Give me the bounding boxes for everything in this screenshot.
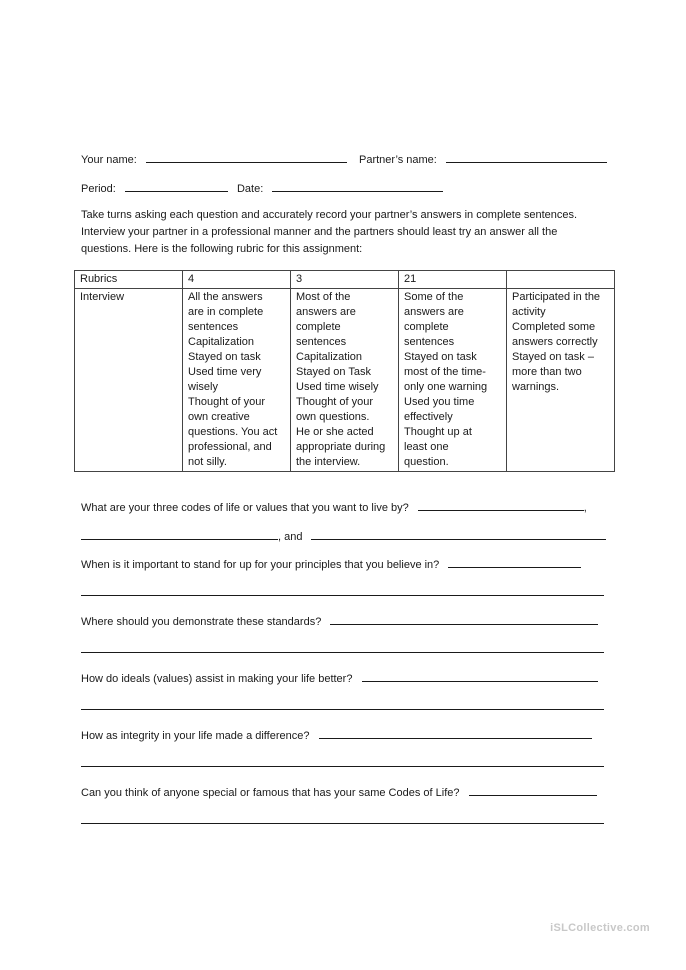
rubric-line: only one warning bbox=[404, 381, 488, 393]
question-5 bbox=[81, 727, 592, 742]
date-blank[interactable] bbox=[272, 180, 443, 192]
rubric-line: own creative bbox=[188, 411, 250, 423]
watermark: iSLCollective.com bbox=[550, 922, 650, 934]
rubric-line: answers correctly bbox=[512, 336, 598, 348]
question-2 bbox=[81, 556, 581, 571]
rubric-line: Stayed on task bbox=[404, 351, 477, 363]
answer-4-blank[interactable] bbox=[362, 670, 598, 682]
rubric-line: Participated in the bbox=[512, 291, 601, 303]
question-3 bbox=[81, 613, 598, 628]
question-4-text: How do ideals (values) assist in making your life better? bbox=[81, 673, 353, 685]
rubric-line: He or she acted bbox=[296, 426, 374, 438]
rubric-line: Stayed on Task bbox=[296, 366, 372, 378]
rubric-header-row bbox=[75, 271, 615, 289]
question-5-text: How as integrity in your life made a difference? bbox=[81, 730, 310, 742]
question-6-text: Can you think of anyone special or famous that has your same Codes of Life? bbox=[81, 787, 460, 799]
instructions-line-1: Take turns asking each question and accurately record your partner’s answers in complete sentences. bbox=[81, 209, 578, 221]
rubric-line: Used time wisely bbox=[296, 381, 379, 393]
rubric-header-cell: 21 bbox=[399, 271, 507, 289]
rubric-line: questions. You act bbox=[188, 426, 278, 438]
answer-3-line[interactable] bbox=[81, 652, 604, 653]
your-name-blank[interactable] bbox=[146, 151, 347, 163]
question-1-text: What are your three codes of life or values that you want to live by? bbox=[81, 502, 409, 514]
question-3-text: Where should you demonstrate these standards? bbox=[81, 616, 322, 628]
answer-2-line[interactable] bbox=[81, 595, 604, 596]
partner-name-label: Partner’s name: bbox=[358, 154, 437, 166]
rubric-line: wisely bbox=[188, 381, 218, 393]
rubric-line: Thought up at bbox=[404, 426, 472, 438]
rubric-line: activity bbox=[512, 306, 546, 318]
instructions-line-2: Interview your partner in a professional manner and the partners should least try an answer all the bbox=[81, 226, 558, 238]
answer-5-line[interactable] bbox=[81, 766, 604, 767]
rubric-line: the interview. bbox=[296, 456, 361, 468]
rubric-header-cell: Rubrics bbox=[75, 271, 183, 289]
rubric-line: sentences bbox=[188, 321, 239, 333]
rubric-line: Used you time bbox=[404, 396, 475, 408]
rubric-cell-last bbox=[507, 289, 615, 472]
answer-6-blank[interactable] bbox=[469, 784, 597, 796]
rubric-line: answers are bbox=[404, 306, 464, 318]
answer-1a-blank[interactable] bbox=[418, 499, 584, 511]
question-1 bbox=[81, 499, 587, 514]
your-name-label: Your name: bbox=[81, 154, 137, 166]
instructions-line-3: questions. Here is the following rubric for this assignment: bbox=[81, 243, 363, 255]
rubric-line: sentences bbox=[404, 336, 455, 348]
rubric-line: All the answers bbox=[188, 291, 263, 303]
rubric-line: most of the time- bbox=[404, 366, 486, 378]
rubric-header-cell: 4 bbox=[183, 271, 291, 289]
rubric-line: Thought of your bbox=[188, 396, 266, 408]
rubric-line: Most of the bbox=[296, 291, 351, 303]
rubric-line: Completed some bbox=[512, 321, 596, 333]
rubric-line: Thought of your bbox=[296, 396, 374, 408]
rubric-line: sentences bbox=[296, 336, 347, 348]
rubric-line: answers are bbox=[296, 306, 356, 318]
rubric-line: appropriate during bbox=[296, 441, 386, 453]
rubric-line: are in complete bbox=[188, 306, 264, 318]
name-row bbox=[81, 151, 607, 166]
answer-4-line[interactable] bbox=[81, 709, 604, 710]
period-row bbox=[81, 180, 443, 195]
question-2-text: When is it important to stand for up for your principles that you believe in? bbox=[81, 559, 440, 571]
answer-6-line[interactable] bbox=[81, 823, 604, 824]
rubric-line: professional, and bbox=[188, 441, 272, 453]
instructions-paragraph bbox=[81, 207, 611, 258]
answer-5-blank[interactable] bbox=[319, 727, 592, 739]
rubric-line: effectively bbox=[404, 411, 453, 423]
rubric-cell-4 bbox=[183, 289, 291, 472]
rubric-line: Capitalization bbox=[188, 336, 255, 348]
partner-name-blank[interactable] bbox=[446, 151, 607, 163]
rubric-line: more than two bbox=[512, 366, 582, 378]
rubric-line: Stayed on task – bbox=[512, 351, 594, 363]
question-6 bbox=[81, 784, 597, 799]
rubric-line: own questions. bbox=[296, 411, 370, 423]
rubric-header-cell bbox=[507, 271, 615, 289]
question-1-continued bbox=[81, 528, 606, 543]
question-4 bbox=[81, 670, 598, 685]
rubric-cell-3 bbox=[291, 289, 399, 472]
rubric-line: Stayed on task bbox=[188, 351, 261, 363]
rubric-line: Capitalization bbox=[296, 351, 363, 363]
answer-1c-blank[interactable] bbox=[311, 528, 606, 540]
question-1-comma: , bbox=[583, 502, 587, 514]
rubric-line: Some of the bbox=[404, 291, 464, 303]
rubric-interview-row bbox=[75, 289, 615, 472]
question-1-and: , and bbox=[278, 531, 303, 543]
answer-1b-blank[interactable] bbox=[81, 528, 278, 540]
period-label: Period: bbox=[81, 183, 116, 195]
rubric-line: least one bbox=[404, 441, 449, 453]
rubric-line: complete bbox=[296, 321, 341, 333]
answer-2-blank[interactable] bbox=[448, 556, 581, 568]
rubric-cell-21 bbox=[399, 289, 507, 472]
rubric-header-cell: 3 bbox=[291, 271, 399, 289]
rubric-line: Used time very bbox=[188, 366, 262, 378]
rubric-row-label: Interview bbox=[75, 289, 183, 472]
rubric-table bbox=[74, 270, 615, 472]
rubric-line: not silly. bbox=[188, 456, 227, 468]
rubric-line: complete bbox=[404, 321, 449, 333]
rubric-line: warnings. bbox=[512, 381, 560, 393]
period-blank[interactable] bbox=[125, 180, 228, 192]
answer-3-blank[interactable] bbox=[330, 613, 598, 625]
date-label: Date: bbox=[236, 183, 264, 195]
rubric-line: question. bbox=[404, 456, 449, 468]
